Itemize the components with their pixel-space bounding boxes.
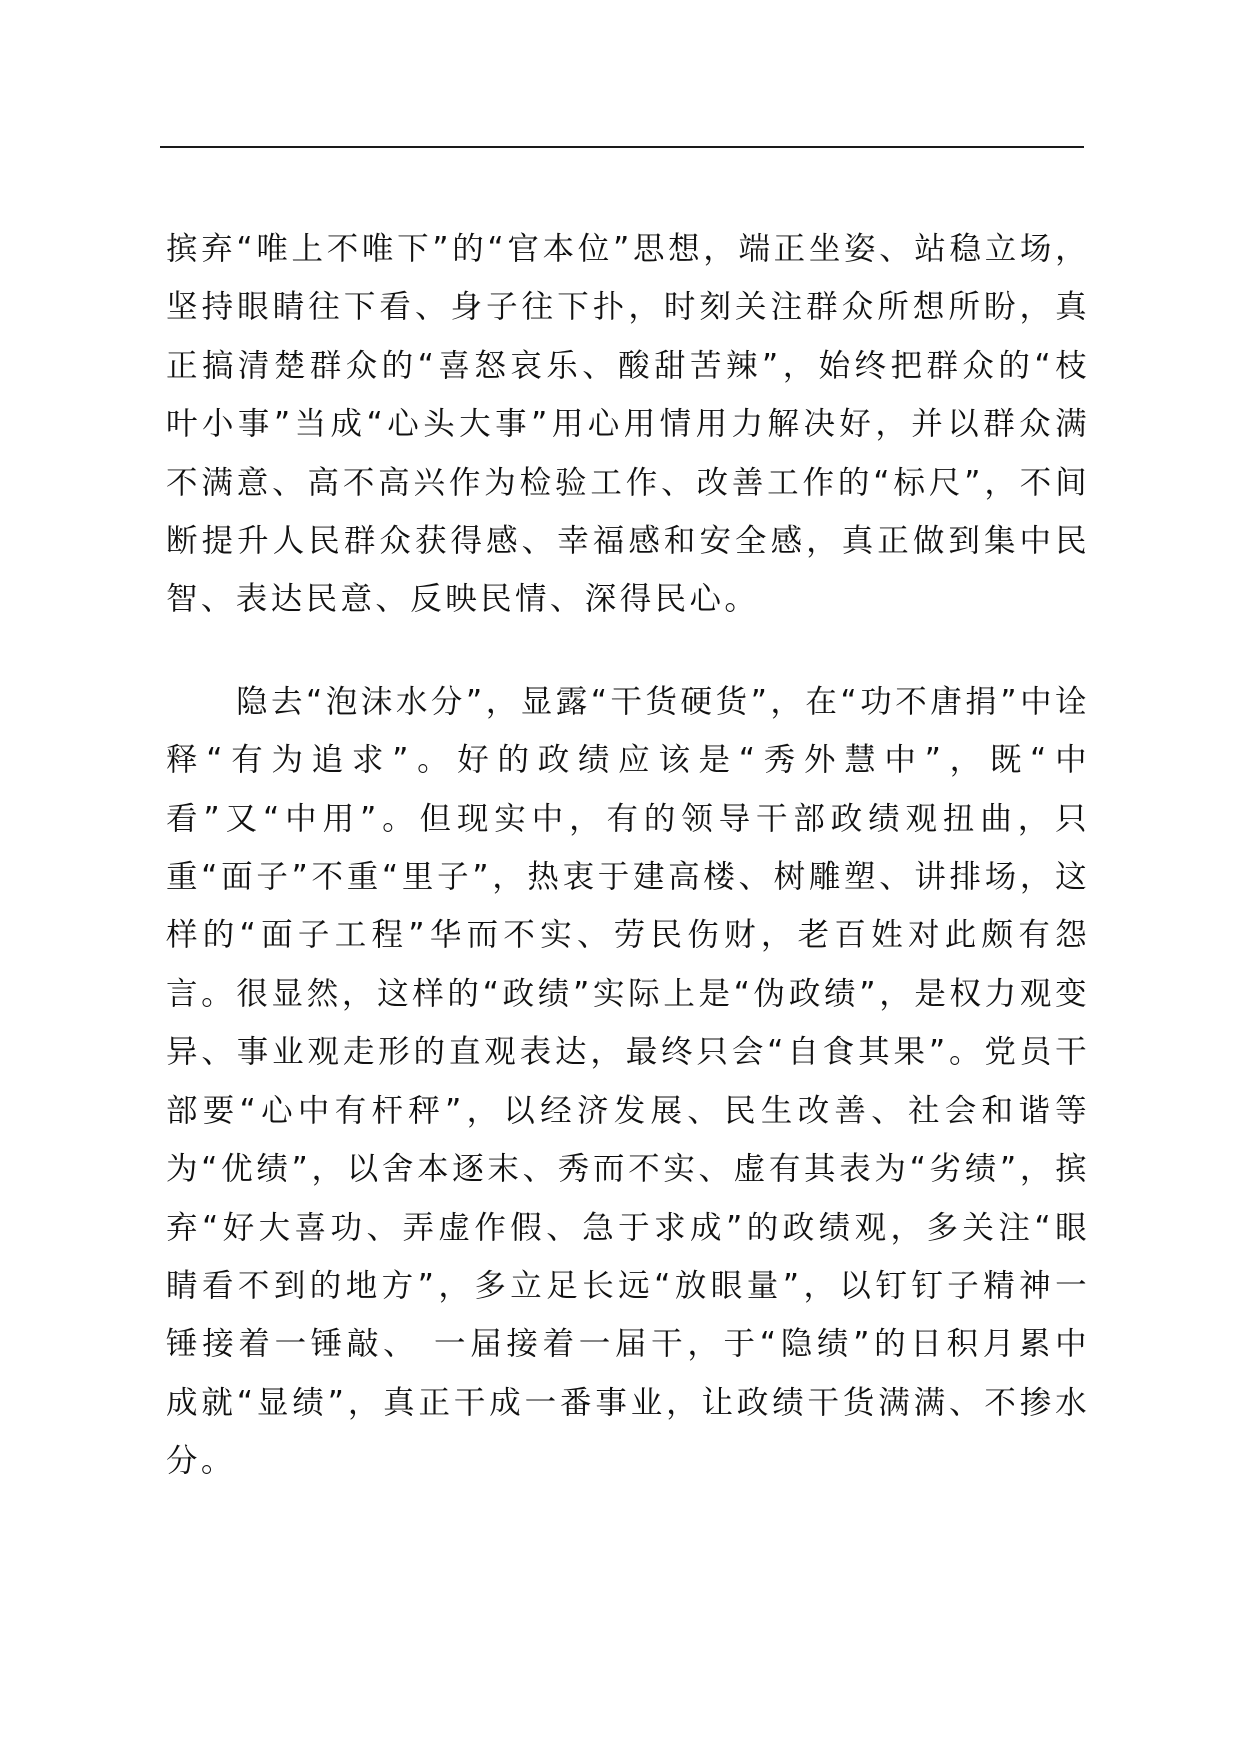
paragraph-2: 隐去“泡沫水分”，显露“干货硬货”，在“功不唐捐”中诠释“有为追求”。好的政绩应该是“秀外慧中”，既“中看”又“中用”。但现实中，有的领导干部政绩观扭曲，只重“面子”不重“里子”，热衷于建高楼、树雕塑、讲排场，这样的“面子工程”华而不实、劳民伤财，老百姓对此颇有怨言。很显然，这样的“政绩”实际上是“伪政绩”，是权力观变异、事业观走形的直观表达，最终只会“自食其果”。党员干部要“心中有杆秤”，以经济发展、民生改善、社会和谐等为“优绩”，以舍本逐末、秀而不实、虚有其表为“劣绩”，摈弃“好大喜功、弄虚作假、急于求成”的政绩观，多关注“眼睛看不到的地方”，多立足长远“放眼量”，以钉钉子精神一锤接着一锤敲、 一届接着一届干，于“隐绩”的日积月累中成就“显绩”，真正干成一番事业，让政绩干货满满、不掺水分。 — [166, 683, 1090, 1480]
paragraph-1: 摈弃“唯上不唯下”的“官本位”思想，端正坐姿、站稳立场，坚持眼睛往下看、身子往下扑，时刻关注群众所想所盼，真正搞清楚群众的“喜怒哀乐、酸甜苦辣”，始终把群众的“枝叶小事”当成“心头大事”用心用情用力解决好，并以群众满不满意、高不高兴作为检验工作、改善工作的“标尺”，不间断提升人民群众获得感、幸福感和安全感，真正做到集中民智、表达民意、反映民情、深得民心。 — [166, 231, 1090, 618]
header-rule — [160, 146, 1084, 148]
document-body — [166, 220, 1090, 1491]
